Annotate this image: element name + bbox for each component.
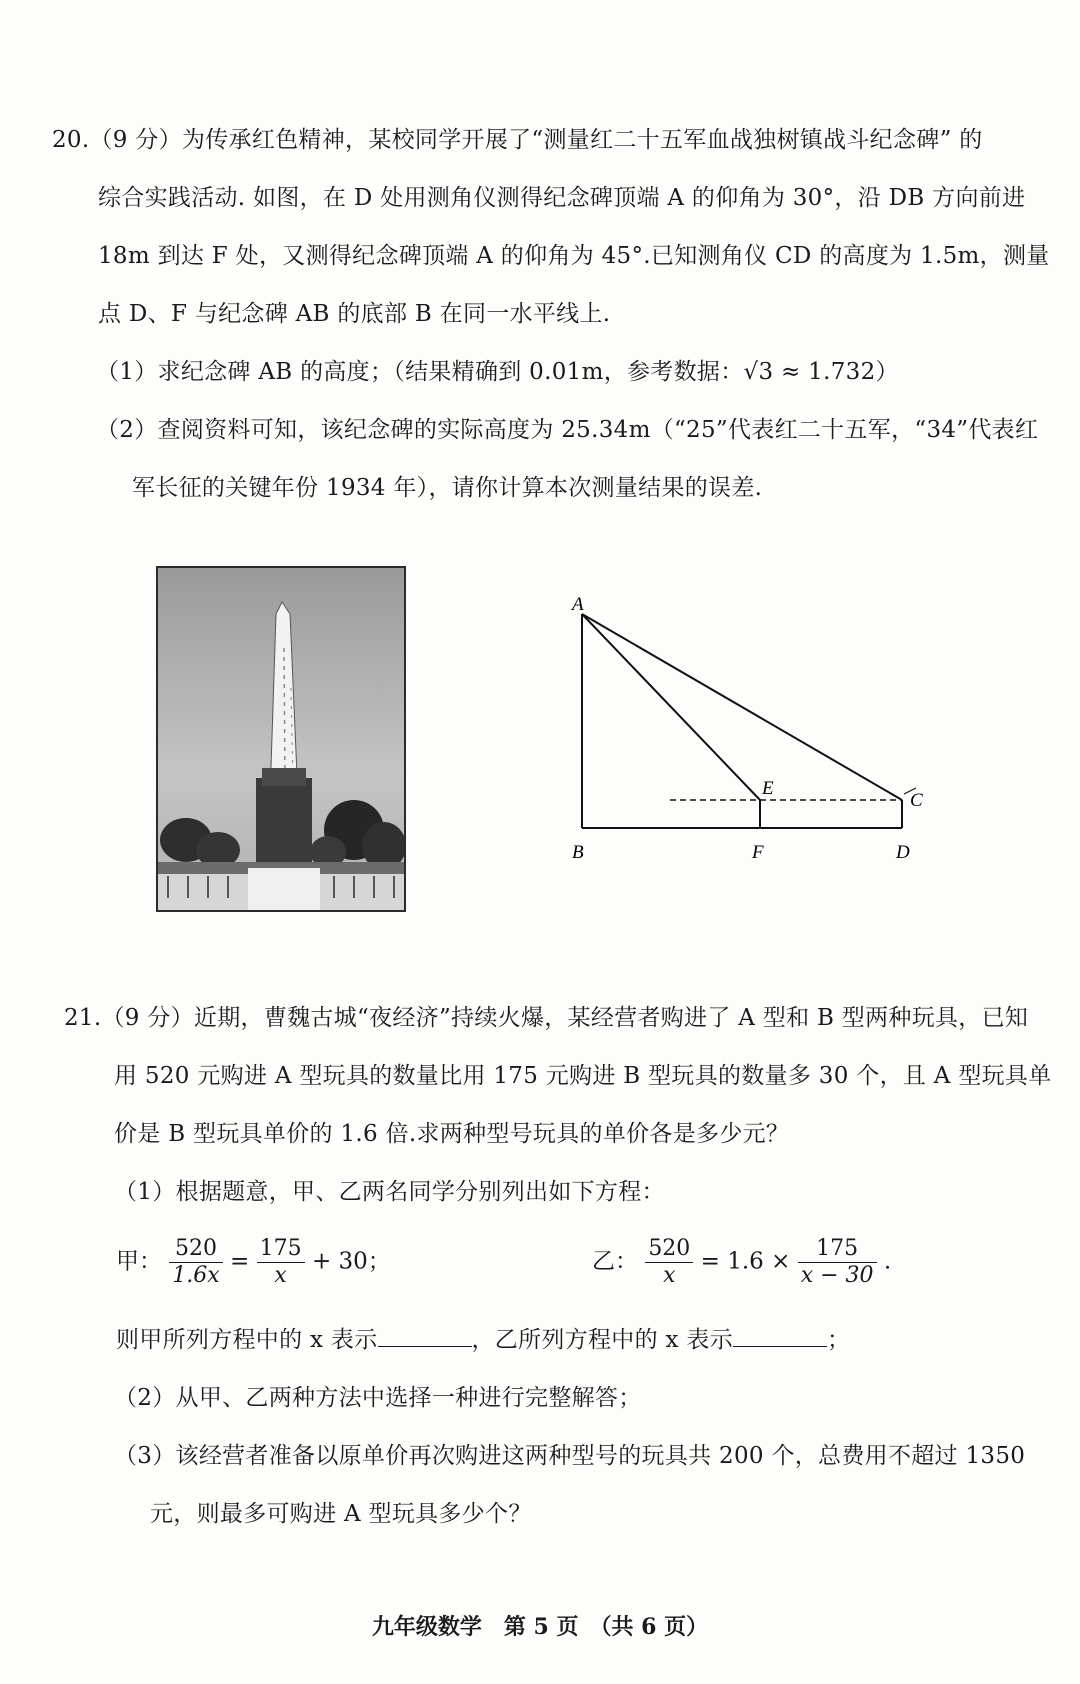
- q21-stem-line1: 21.（9 分）近期，曹魏古城“夜经济”持续火爆，某经营者购进了 A 型和 B 型两种玩具，已知: [64, 1005, 1029, 1031]
- equation-jia-label: 甲：: [116, 1248, 162, 1275]
- q20-stem-line2: 综合实践活动. 如图，在 D 处用测角仪测得纪念碑顶端 A 的仰角为 30°，沿 DB 方向前进: [98, 185, 1026, 211]
- numerator: 175: [798, 1236, 877, 1263]
- equation-yi-tail: .: [883, 1248, 892, 1275]
- q21-part3-line1: （3）该经营者准备以原单价再次购进这两种型号的玩具共 200 个，总费用不超过 1350: [114, 1443, 1026, 1469]
- geometry-diagram: [560, 596, 960, 896]
- q20-stem-line4: 点 D、F 与纪念碑 AB 的底部 B 在同一水平线上.: [98, 301, 611, 327]
- q20-stem-line3: 18m 到达 F 处，又测得纪念碑顶端 A 的仰角为 45°.已知测角仪 CD 的高度为 1.5m，测量: [98, 243, 1050, 269]
- answer-blank-jia[interactable]: [378, 1326, 472, 1347]
- answer-blank-yi[interactable]: [733, 1326, 827, 1347]
- segment-AE: [582, 614, 760, 800]
- q20-part2-line2: 军长征的关键年份 1934 年），请你计算本次测量结果的误差.: [132, 475, 763, 501]
- q21-part2: （2）从甲、乙两种方法中选择一种进行完整解答；: [114, 1385, 642, 1411]
- equation-jia: [116, 1236, 391, 1289]
- label-D: D: [896, 842, 910, 863]
- denominator: x − 30: [800, 1263, 874, 1288]
- blank-suffix: ；: [827, 1327, 851, 1353]
- numerator: 520: [169, 1236, 222, 1263]
- q20-part2-line1: （2）查阅资料可知，该纪念碑的实际高度为 25.34m（“25”代表红二十五军，“34”代表红: [96, 417, 1039, 443]
- blank-prefix-jia: 则甲所列方程中的 x 表示: [116, 1327, 378, 1353]
- q21-fill-blank-line: [116, 1324, 850, 1356]
- equals-sign: =: [230, 1248, 250, 1275]
- numerator: 175: [257, 1236, 305, 1263]
- equation-yi-label: 乙：: [592, 1248, 638, 1275]
- segment-AC: [582, 614, 902, 800]
- numerator: 520: [645, 1236, 693, 1263]
- label-C: C: [910, 790, 923, 811]
- denominator: x: [663, 1263, 676, 1288]
- q21-stem-line3: 价是 B 型玩具单价的 1.6 倍.求两种型号玩具的单价各是多少元？: [114, 1121, 790, 1147]
- fraction-175-over-x-minus-30: [798, 1236, 877, 1289]
- fraction-520-over-x: [645, 1236, 693, 1289]
- q21-part3-line2: 元，则最多可购进 A 型玩具多少个？: [150, 1501, 532, 1527]
- blank-prefix-yi: ，乙所列方程中的 x 表示: [471, 1327, 733, 1353]
- page-footer: 九年级数学 第 5 页 （共 6 页）: [371, 1614, 709, 1640]
- equation-jia-tail: + 30；: [311, 1248, 391, 1275]
- monument-image: [158, 568, 404, 910]
- equation-yi: [592, 1236, 891, 1289]
- label-F: F: [752, 842, 764, 863]
- denominator: 1.6x: [172, 1263, 220, 1288]
- q21-part1: （1）根据题意，甲、乙两名同学分别列出如下方程：: [114, 1179, 665, 1205]
- fraction-175-over-x: [257, 1236, 305, 1289]
- q20-part1: （1）求纪念碑 AB 的高度；（结果精确到 0.01m，参考数据：√3 ≈ 1.732）: [96, 359, 899, 385]
- label-B: B: [572, 842, 584, 863]
- equals-times: = 1.6 ×: [700, 1248, 791, 1275]
- monument-photo: [156, 566, 406, 912]
- denominator: x: [274, 1263, 287, 1288]
- label-A: A: [572, 596, 584, 615]
- q20-stem-line1: 20.（9 分）为传承红色精神，某校同学开展了“测量红二十五军血战独树镇战斗纪念碑” 的: [52, 127, 983, 153]
- label-E: E: [762, 778, 774, 799]
- q21-stem-line2: 用 520 元购进 A 型玩具的数量比用 175 元购进 B 型玩具的数量多 30 个，且 A 型玩具单: [114, 1063, 1052, 1089]
- fraction-520-over-1.6x: [169, 1236, 222, 1289]
